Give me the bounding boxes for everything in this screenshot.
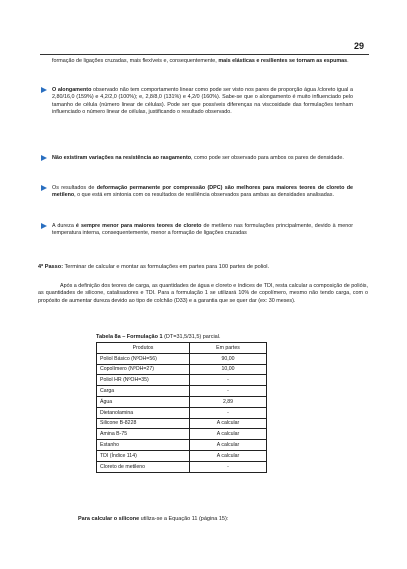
- table-row: Cloreto de metileno -: [97, 461, 267, 472]
- table-row: Dietanolamina -: [97, 407, 267, 418]
- triangle-bullet-icon: [41, 155, 47, 161]
- silicone-calc-line: Para calcular o silicone utiliza-se a Equação 11 (página 15):: [78, 516, 229, 522]
- column-header-em-partes: Em partes: [190, 343, 267, 354]
- table-row: Estanho A calcular: [97, 440, 267, 451]
- header-rule: [40, 54, 369, 55]
- body-paragraph: Após a definição dos teores de carga, as quantidades de água e cloreto e índices de TDI, resta calcular a composição de polióis, as quantidades de silicone, catalisadores e TDI. Para a formulação 1 se utilizará 10% de copolímero, mesmo não tendo carga, com o propósito de aumentar dureza devido ao tipo de colchão (D33) e a garantia que se quer dar (ex: 30 meses).: [38, 283, 368, 304]
- table-row: Poliol HR (NºOH=35) -: [97, 375, 267, 386]
- table-header-row: [97, 343, 267, 354]
- step-4-heading: 4º Passo: Terminar de calcular e montar as formulações em partes para 100 partes de poliol.: [38, 264, 270, 270]
- table-row: Amina B-75 A calcular: [97, 429, 267, 440]
- table-row: TDI (Índice 114) A calcular: [97, 450, 267, 461]
- table-row: Carga -: [97, 386, 267, 397]
- formulation-table: [96, 342, 267, 473]
- elasticity-emphasis: mais elásticas e resilientes se tornam as espumas: [218, 58, 348, 64]
- table-caption: Tabela 8a – Formulação 1 (DT=31,5/31,5) parcial.: [96, 334, 221, 340]
- bullet-item-alongamento: O alongamento observado não tem comportamento linear como pode ser visto nos pares de proporção água /cloreto igual a 2,80/16,0 (159%) e 4,2/2,0 (100%); e, 2,8/8,0 (131%) e 4,2/0 (160%). Sabe-se que o alongamento é muito influenciado pelo tamanho de célula (número linear de células). Pode ser que possíveis diferenças na viscosidade das formulações tenham influenciado o número linear de células, justificando o resultado observado.: [52, 87, 353, 116]
- table-row: Silicone B-8228 A calcular: [97, 418, 267, 429]
- triangle-bullet-icon: [41, 223, 47, 229]
- bullet-item-dureza: A dureza é sempre menor para maiores teores de cloreto de metileno nas formulações principalmente, devido à menor temperatura interna, consequentemente, menor a formação de ligações cruzadas: [52, 223, 353, 238]
- table-row: Copolímero (NºOH=27) 10,00: [97, 364, 267, 375]
- table-row: Poliol Básico (NºOH=56) 90,00: [97, 353, 267, 364]
- table-row: Água 2,89: [97, 396, 267, 407]
- triangle-bullet-icon: [41, 185, 47, 191]
- page-number: 29: [353, 41, 364, 51]
- continuation-paragraph: formação de ligações cruzadas, mais flexíveis e, consequentemente, mais elásticas e resilientes se tornam as espumas.: [52, 58, 349, 64]
- column-header-produtos: Produtos: [97, 343, 190, 354]
- triangle-bullet-icon: [41, 87, 47, 93]
- bullet-item-dpc: Os resultados de deformação permanente por compressão (DPC) são melhores para maiores teores de cloreto de metileno, o que está em sintonia com os resultados de resiliência observados para ambas as densidades analisadas.: [52, 185, 353, 200]
- bullet-item-rasgamento: Não existiram variações na resistência ao rasgamento, como pode ser observado para ambos os pares de densidade.: [52, 155, 353, 162]
